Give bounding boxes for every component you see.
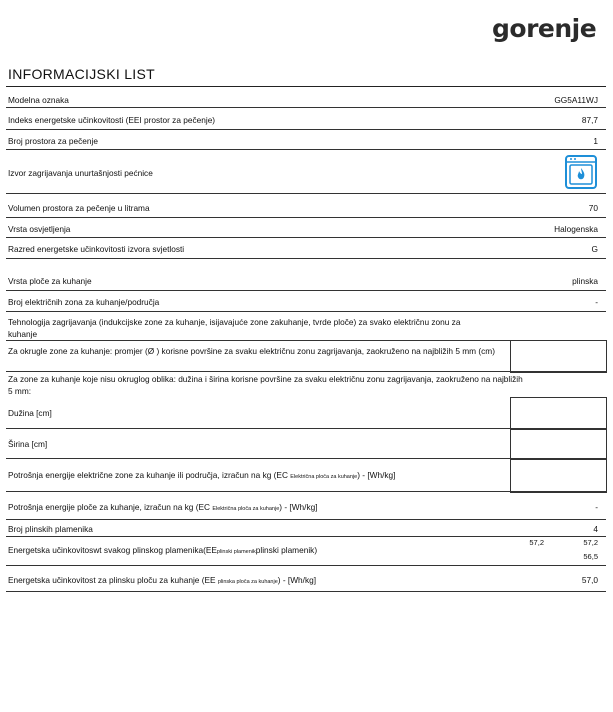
row-round-zones-label: Za okrugle zone za kuhanje: promjer (Ø ) korisne površine za svaku električnu zonu zagrijavanja, zaokruženo na najbližih 5 mm (cm) xyxy=(8,346,495,356)
round-zones-value-box xyxy=(510,340,607,373)
row-burner-eff-label: Energetska učinkovitoswt svakog plinskog plamenika(EEplinski plamenikplinski plamenik) xyxy=(8,545,318,555)
row-zone-energy-label: Potrošnja energije električne zone za kuhanje ili područja, izračun na kg (EC Električna ploča za kuhanje) - [Wh/kg] xyxy=(8,470,396,480)
row-volume xyxy=(6,193,606,218)
row-cavities xyxy=(6,129,606,150)
width-value-box xyxy=(510,428,607,460)
row-model-value: GG5A11WJ xyxy=(554,95,598,105)
row-nonround-zones xyxy=(6,371,606,397)
row-model-label: Modelna oznaka xyxy=(8,95,69,105)
row-hob-gas-eff-value: 57,0 xyxy=(581,575,598,585)
row-light-class-label: Razred energetske učinkovitosti izvora svjetlosti xyxy=(8,244,185,254)
title-divider xyxy=(6,86,606,87)
row-electric-zones xyxy=(6,290,606,312)
row-hob-gas-eff-label: Energetska učinkovitost za plinsku ploču za kuhanje (EE plinska ploča za kuhanje) - [Wh/kg] xyxy=(8,575,317,585)
row-volume-label: Volumen prostora za pečenje u litrama xyxy=(8,203,150,213)
row-burner-eff-value-3: 56,5 xyxy=(583,552,598,561)
row-hob-energy-label: Potrošnja energije ploče za kuhanje, izračun na kg (EC Električna ploča za kuhanje) - [Wh/kg] xyxy=(8,502,318,512)
row-electric-zones-label: Broj električnih zona za kuhanje/područja xyxy=(8,297,160,307)
row-eei-value: 87,7 xyxy=(581,115,598,125)
row-nonround-zones-label: Za zone za kuhanje koje nisu okruglog oblika: dužina i širina korisne površine za svaku električnu zonu zagrijavanja, zaokruženo na najbližih 5 mm: xyxy=(8,374,523,396)
row-cavities-value: 1 xyxy=(593,136,598,146)
row-electric-zones-value: - xyxy=(595,297,598,307)
row-hob-gas-eff xyxy=(6,565,606,592)
row-lighting xyxy=(6,217,606,238)
row-gas-burners xyxy=(6,519,606,537)
row-hob-type-value: plinska xyxy=(572,276,598,286)
page-title: INFORMACIJSKI LIST xyxy=(8,66,155,82)
row-volume-value: 70 xyxy=(588,203,598,213)
row-heat-source-label: Izvor zagrijavanja unurtašnjosti pećnice xyxy=(8,168,153,178)
row-light-class xyxy=(6,237,606,259)
gas-oven-icon xyxy=(565,155,597,189)
brand-logo: gorenje xyxy=(492,14,597,43)
row-cavities-label: Broj prostora za pečenje xyxy=(8,136,98,146)
row-eei xyxy=(6,107,606,130)
row-hob-type-label: Vrsta ploče za kuhanje xyxy=(8,276,92,286)
row-heating-tech xyxy=(6,311,606,341)
row-model xyxy=(6,91,606,108)
length-value-box xyxy=(510,397,607,430)
row-lighting-value: Halogenska xyxy=(554,224,598,234)
row-burner-eff-value-2: 57,2 xyxy=(583,538,598,547)
zone-energy-value-box xyxy=(510,458,607,493)
row-hob-energy-value: - xyxy=(595,502,598,512)
row-gas-burners-value: 4 xyxy=(593,524,598,534)
row-length-label: Dužina [cm] xyxy=(8,408,52,418)
row-light-class-value: G xyxy=(591,244,598,254)
row-burner-eff-value-1: 57,2 xyxy=(529,538,544,547)
row-hob-energy xyxy=(6,491,606,520)
row-gas-burners-label: Broj plinskih plamenika xyxy=(8,524,93,534)
row-hob-type xyxy=(6,258,606,291)
row-heat-source xyxy=(6,149,606,194)
row-width-label: Širina [cm] xyxy=(8,439,48,449)
row-eei-label: Indeks energetske učinkovitosti (EEI prostor za pečenje) xyxy=(8,115,216,125)
row-burner-eff xyxy=(6,536,606,566)
row-heating-tech-label: Tehnologija zagrijavanja (indukcijske zone za kuhanje, isijavajuće zone zakuhanje, tvrde ploče) za svako električnu zonu za kuhanje xyxy=(8,317,461,339)
row-lighting-label: Vrsta osvjetljenja xyxy=(8,224,71,234)
